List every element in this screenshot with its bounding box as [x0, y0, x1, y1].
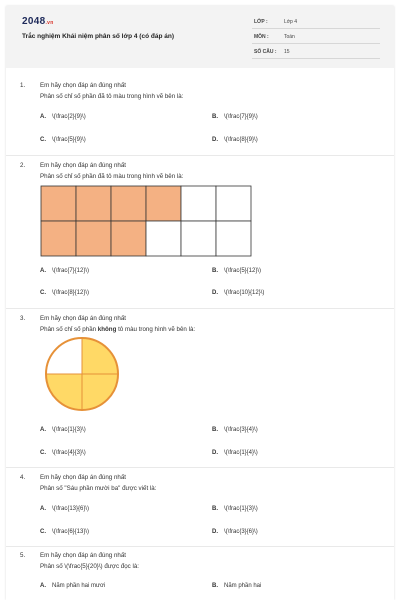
option-a[interactable]: [40, 583, 105, 589]
option-d[interactable]: [212, 137, 258, 143]
option-b[interactable]: [212, 268, 261, 274]
option-text: \(\frac{3}{4}\): [224, 427, 258, 433]
grid-cell: [111, 186, 146, 221]
option-d[interactable]: [212, 450, 258, 456]
question-text: Phân số "Sáu phần mười ba" được viết là:: [40, 485, 157, 492]
worksheet-title: Trắc nghiệm Khái niệm phân số lớp 4 (có đáp án): [22, 33, 174, 40]
option-text: \(\frac{13}{6}\): [52, 506, 90, 512]
option-b[interactable]: [212, 427, 258, 433]
meta-value: 15: [284, 49, 290, 55]
question-number: 5.: [20, 552, 26, 559]
option-text: Năm phần hai mươi: [52, 583, 106, 589]
meta-key: SỐ CÂU :: [254, 49, 277, 55]
divider: [6, 155, 394, 156]
option-letter: A.: [40, 427, 46, 433]
option-c[interactable]: [40, 290, 89, 296]
question-instruction: Em hãy chọn đáp án đúng nhất: [40, 552, 127, 559]
option-text: \(\frac{3}{6}\): [224, 529, 258, 535]
option-b[interactable]: [212, 506, 258, 512]
question-number: 3.: [20, 315, 26, 322]
meta-subject: [252, 31, 380, 44]
option-letter: B.: [212, 427, 218, 433]
option-text: \(\frac{8}{9}\): [224, 137, 258, 143]
divider: [6, 308, 394, 309]
question-instruction: Em hãy chọn đáp án đúng nhất: [40, 82, 127, 89]
option-letter: C.: [40, 529, 46, 535]
grid-cell: [146, 221, 181, 256]
option-text: \(\frac{8}{12}\): [52, 290, 90, 296]
meta-key: LỚP :: [254, 19, 268, 25]
option-letter: B.: [212, 114, 218, 120]
question-number: 4.: [20, 474, 26, 481]
option-letter: A.: [40, 268, 46, 274]
option-a[interactable]: [40, 427, 86, 433]
option-a[interactable]: [40, 268, 89, 274]
option-text: \(\frac{2}{9}\): [52, 114, 86, 120]
fraction-circle-figure: [44, 336, 120, 412]
option-c[interactable]: [40, 137, 86, 143]
divider: [6, 467, 394, 468]
option-text: \(\frac{6}{13}\): [52, 529, 90, 535]
logo-text: 2048: [22, 16, 46, 27]
option-text: \(\frac{1}{3}\): [224, 506, 258, 512]
site-logo[interactable]: [22, 16, 54, 27]
option-letter: B.: [212, 583, 218, 589]
option-c[interactable]: [40, 450, 86, 456]
option-a[interactable]: [40, 114, 86, 120]
meta-count: [252, 46, 380, 59]
grid-cell: [181, 221, 216, 256]
question-number: 1.: [20, 82, 26, 89]
option-d[interactable]: [212, 529, 258, 535]
grid-cell: [76, 186, 111, 221]
question-text: Phân số chỉ số phần đã tô màu trong hình vẽ bên là:: [40, 173, 184, 180]
text-part: Phân số chỉ số phần: [40, 326, 98, 333]
fraction-grid-figure: [40, 185, 252, 257]
grid-cell: [41, 186, 76, 221]
option-text: \(\frac{5}{12}\): [224, 268, 262, 274]
option-letter: C.: [40, 137, 46, 143]
option-letter: D.: [212, 529, 218, 535]
option-letter: D.: [212, 450, 218, 456]
option-letter: B.: [212, 506, 218, 512]
grid-cell: [111, 221, 146, 256]
grid-cell: [41, 221, 76, 256]
grid-cell: [76, 221, 111, 256]
option-letter: A.: [40, 506, 46, 512]
option-c[interactable]: [40, 529, 89, 535]
option-text: \(\frac{7}{12}\): [52, 268, 90, 274]
option-letter: B.: [212, 268, 218, 274]
worksheet-page: [6, 6, 394, 600]
option-letter: A.: [40, 114, 46, 120]
question-text: [40, 326, 195, 333]
grid-cell: [216, 221, 251, 256]
option-text: \(\frac{10}{12}\): [224, 290, 265, 296]
question-instruction: Em hãy chọn đáp án đúng nhất: [40, 474, 127, 481]
meta-key: MÔN :: [254, 34, 269, 40]
question-instruction: Em hãy chọn đáp án đúng nhất: [40, 162, 127, 169]
text-bold: không: [97, 326, 117, 333]
option-letter: C.: [40, 290, 46, 296]
worksheet-header: [6, 6, 394, 68]
meta-class: [252, 16, 380, 29]
option-text: \(\frac{5}{9}\): [52, 137, 86, 143]
question-number: 2.: [20, 162, 26, 169]
meta-value: Lớp 4: [284, 19, 298, 25]
option-b[interactable]: [212, 114, 258, 120]
grid-cell: [181, 186, 216, 221]
logo-suffix: .vn: [45, 20, 54, 26]
text-part: tô màu trong hình vẽ bên là:: [116, 326, 196, 333]
grid-cell: [146, 186, 181, 221]
question-instruction: Em hãy chọn đáp án đúng nhất: [40, 315, 127, 322]
option-letter: D.: [212, 290, 218, 296]
meta-value: Toán: [284, 34, 295, 40]
option-text: \(\frac{1}{3}\): [52, 427, 86, 433]
option-letter: D.: [212, 137, 218, 143]
option-letter: C.: [40, 450, 46, 456]
option-letter: A.: [40, 583, 46, 589]
question-text: Phân số chỉ số phần đã tô màu trong hình vẽ bên là:: [40, 93, 184, 100]
option-a[interactable]: [40, 506, 89, 512]
grid-cell: [216, 186, 251, 221]
option-text: \(\frac{1}{4}\): [224, 450, 258, 456]
option-text: \(\frac{4}{3}\): [52, 450, 86, 456]
option-b[interactable]: [212, 583, 261, 589]
divider: [6, 546, 394, 547]
question-text: Phân số \(\frac{5}{20}\) được đọc là:: [40, 563, 140, 570]
option-d[interactable]: [212, 290, 264, 296]
option-text: Năm phần hai: [224, 583, 262, 589]
option-text: \(\frac{7}{9}\): [224, 114, 258, 120]
